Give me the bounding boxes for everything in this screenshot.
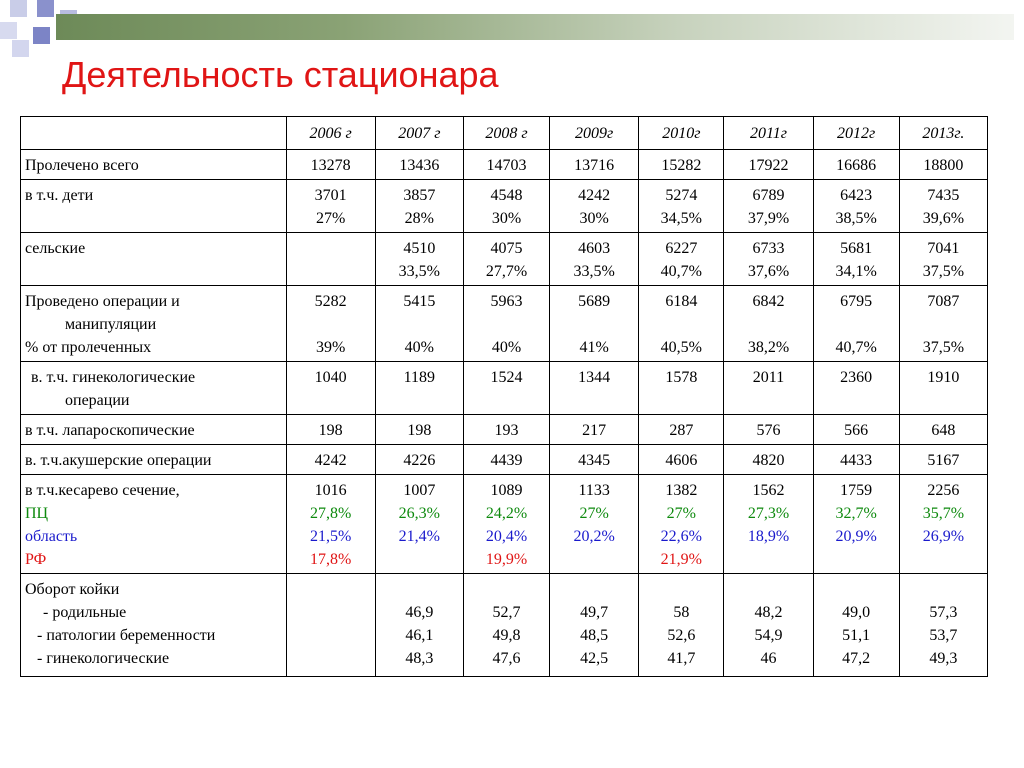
cell-value: 5963 [490,293,523,310]
cell-value [818,548,895,571]
cell-value: 52,7 [492,604,521,621]
cell-value: 6184 [665,293,698,310]
cell-value: 46,9 [405,604,434,621]
spacer [643,578,719,601]
table-cell [899,286,987,362]
table-cell: 4439 [463,445,549,475]
table-cell: 16686 [813,150,899,180]
cell-value: 33,5% [398,263,440,280]
table-cell [724,180,813,233]
table-cell: 18800 [899,150,987,180]
table-cell [899,475,987,574]
spacer [818,313,895,336]
table-row-total [21,150,988,180]
table-cell [375,233,463,286]
table-cell [724,574,813,677]
spacer [291,313,371,336]
cell-value [904,548,983,571]
table-row-operations [21,286,988,362]
year-header: 2006 г [286,117,375,150]
cell-value: 37,9% [747,210,790,227]
row-label: сельские [21,233,287,286]
label-line-region: область [25,528,78,545]
cell-value [380,548,459,571]
table-cell [463,233,549,286]
table-cell: 217 [550,415,639,445]
cell-value: 1007 [403,482,436,499]
table-cell [375,475,463,574]
spacer [728,313,808,336]
label-line: - патологии беременности [37,627,216,644]
cell-value [291,237,371,260]
cell-value: 33,5% [573,263,615,280]
table-cell: 13436 [375,150,463,180]
cell-value [554,548,634,571]
table-cell [724,475,813,574]
cell-value: 7041 [927,240,960,257]
table-cell: 17922 [724,150,813,180]
cell-value: 1759 [840,482,873,499]
cell-value: 37,5% [922,339,965,356]
page-title: Деятельность стационара [62,54,499,95]
cell-value: 48,3 [405,650,434,667]
cell-value: 7087 [927,293,960,310]
cell-value: 40% [404,339,434,356]
table-row-rural [21,233,988,286]
cell-value: 5282 [314,293,347,310]
label-line: - родильные [43,604,127,621]
label-line: % от пролеченных [25,339,152,356]
cell-value: 27% [315,210,346,227]
cell-value: 4510 [403,240,436,257]
label-line: - гинекологические [37,650,170,667]
table-cell: 4226 [375,445,463,475]
cell-value: 1016 [314,482,347,499]
spacer [818,578,895,601]
table-cell: 4433 [813,445,899,475]
activity-table [20,116,988,677]
cell-value: 38,2% [747,339,790,356]
cell-value: 1133 [578,482,610,499]
cell-value: 6789 [752,187,785,204]
row-label: Пролечено всего [21,150,287,180]
cell-value [291,647,371,670]
cell-value: 6227 [665,240,698,257]
table-cell: 14703 [463,150,549,180]
spacer [291,578,371,601]
spacer [380,578,459,601]
cell-value: 49,8 [492,627,521,644]
cell-value: 42,5 [580,650,609,667]
table-cell [286,180,375,233]
cell-value: 27% [666,505,696,522]
table-cell [724,286,813,362]
cell-value: 49,7 [580,604,609,621]
table-cell: 2360 [813,362,899,415]
label-line: Проведено операции и [25,293,180,310]
decor-square [10,0,27,17]
table-cell [899,233,987,286]
table-cell [463,286,549,362]
table-cell [286,233,375,286]
cell-value: 57,3 [929,604,958,621]
cell-value: 39% [315,339,346,356]
cell-value: 52,6 [667,627,696,644]
cell-value: 6733 [752,240,785,257]
table-cell: 4345 [550,445,639,475]
cell-value: 3857 [403,187,436,204]
spacer [468,578,545,601]
label-line-pc: ПЦ [25,505,49,522]
cell-value: 6423 [840,187,873,204]
decor-square [0,22,17,39]
table-cell: 198 [286,415,375,445]
header-gradient-bar [56,14,1014,40]
cell-value: 48,2 [754,604,783,621]
cell-value: 4603 [578,240,611,257]
table-cell [286,574,375,677]
cell-value: 17,8% [309,551,352,568]
table-cell: 4820 [724,445,813,475]
cell-value: 48,5 [580,627,609,644]
cell-value: 6842 [752,293,785,310]
cell-value: 32,7% [835,505,877,522]
cell-value: 5274 [665,187,698,204]
table-cell [813,475,899,574]
table-cell [899,180,987,233]
table-row-cesarean [21,475,988,574]
table-cell: 1578 [639,362,724,415]
table-cell: 4606 [639,445,724,475]
cell-value: 47,6 [492,650,521,667]
cell-value: 26,9% [922,528,965,545]
cell-value: 40,5% [660,339,702,356]
cell-value: 3701 [314,187,347,204]
year-header: 2011г [724,117,813,150]
table-cell [813,286,899,362]
decor-square [12,40,29,57]
cell-value: 1382 [665,482,698,499]
cell-value: 41,7 [667,650,696,667]
cell-value: 30% [579,210,609,227]
table-cell [550,574,639,677]
cell-value: 5681 [840,240,873,257]
label-line: в т.ч.кесарево сечение, [25,482,180,499]
cell-value: 20,4% [485,528,528,545]
table-row-children [21,180,988,233]
cell-value [291,260,371,283]
cell-value [291,601,371,624]
cell-value: 53,7 [929,627,958,644]
decor-square [37,0,54,17]
spacer [380,313,459,336]
row-label [21,362,287,415]
year-header: 2013г. [899,117,987,150]
year-header: 2010г [639,117,724,150]
cell-value: 20,2% [573,528,615,545]
table-cell: 648 [899,415,987,445]
cell-value: 28% [404,210,434,227]
decor-square [33,27,50,44]
cell-value: 40% [491,339,522,356]
cell-value: 30% [491,210,522,227]
year-header: 2007 г [375,117,463,150]
cell-value: 40,7% [660,263,702,280]
spacer [904,313,983,336]
cell-value: 24,2% [485,505,528,522]
year-header: 2008 г [463,117,549,150]
table-cell [639,475,724,574]
table-cell [463,574,549,677]
table-cell: 1910 [899,362,987,415]
label-line: в. т.ч. гинекологические [31,369,196,386]
cell-value: 34,1% [835,263,877,280]
spacer [904,578,983,601]
table-row-obstetric [21,445,988,475]
table-cell: 2011 [724,362,813,415]
spacer [643,313,719,336]
cell-value: 21,9% [660,551,702,568]
table-cell: 13716 [550,150,639,180]
table-cell [813,180,899,233]
cell-value: 4242 [578,187,611,204]
cell-value: 18,9% [747,528,790,545]
table-cell: 13278 [286,150,375,180]
cell-value: 51,1 [842,627,871,644]
table-cell: 198 [375,415,463,445]
cell-value: 41% [579,339,609,356]
cell-value: 49,3 [929,650,958,667]
row-label: в т.ч. лапароскопические [21,415,287,445]
cell-value: 39,6% [922,210,965,227]
cell-value [728,548,808,571]
table-cell [813,574,899,677]
table-cell [899,574,987,677]
cell-value: 5689 [578,293,611,310]
cell-value: 27,7% [485,263,528,280]
cell-value: 21,5% [309,528,352,545]
label-line: операции [65,392,130,409]
cell-value: 4548 [490,187,523,204]
cell-value: 20,9% [835,528,877,545]
cell-value: 46 [760,650,777,667]
table-cell: 5167 [899,445,987,475]
label-line: Оборот койки [25,581,120,598]
table-cell [375,286,463,362]
cell-value: 6795 [840,293,873,310]
table-cell: 566 [813,415,899,445]
table-cell [550,475,639,574]
spacer [554,578,634,601]
cell-value: 27,8% [309,505,352,522]
table-cell [375,574,463,677]
cell-value: 22,6% [660,528,702,545]
table-cell: 576 [724,415,813,445]
table-row-laparoscopic [21,415,988,445]
table-cell: 4242 [286,445,375,475]
corner-cell [21,117,287,150]
cell-value: 4075 [490,240,523,257]
table-cell [550,180,639,233]
table-cell: 193 [463,415,549,445]
table-cell [639,574,724,677]
cell-value: 58 [673,604,690,621]
cell-value: 37,6% [747,263,790,280]
cell-value: 1089 [490,482,523,499]
table-row-bed-turnover [21,574,988,677]
cell-value: 47,2 [842,650,871,667]
year-header: 2012г [813,117,899,150]
cell-value: 19,9% [485,551,528,568]
row-label: в т.ч. дети [21,180,287,233]
spacer [728,578,808,601]
cell-value: 46,1 [405,627,434,644]
table-cell: 1344 [550,362,639,415]
header-row [21,117,988,150]
table-cell [375,180,463,233]
table-cell [813,233,899,286]
label-line-rf: РФ [25,551,47,568]
year-header: 2009г [550,117,639,150]
table-cell: 15282 [639,150,724,180]
cell-value: 5415 [403,293,436,310]
spacer [468,313,545,336]
table-cell [463,475,549,574]
spacer [554,313,634,336]
table-cell [550,233,639,286]
table-cell: 1040 [286,362,375,415]
row-label [21,574,287,677]
table-cell [286,475,375,574]
table-cell [639,180,724,233]
cell-value: 35,7% [922,505,965,522]
row-label [21,286,287,362]
label-line: манипуляции [65,316,157,333]
cell-value: 38,5% [835,210,877,227]
cell-value: 34,5% [660,210,702,227]
table-cell [286,286,375,362]
cell-value: 54,9 [754,627,783,644]
table-row-gyn-operations [21,362,988,415]
row-label [21,475,287,574]
cell-value: 49,0 [842,604,871,621]
cell-value: 26,3% [398,505,440,522]
table-cell [550,286,639,362]
table-cell [639,233,724,286]
table-cell: 1524 [463,362,549,415]
cell-value: 21,4% [398,528,440,545]
table-cell [463,180,549,233]
row-label: в. т.ч.акушерские операции [21,445,287,475]
table-cell [639,286,724,362]
cell-value: 37,5% [922,263,965,280]
table-cell [724,233,813,286]
cell-value: 7435 [927,187,960,204]
cell-value [291,624,371,647]
cell-value: 1562 [752,482,785,499]
cell-value: 40,7% [835,339,877,356]
table-cell: 1189 [375,362,463,415]
table-cell: 287 [639,415,724,445]
cell-value: 2256 [927,482,960,499]
cell-value: 27,3% [747,505,790,522]
cell-value: 27% [579,505,609,522]
